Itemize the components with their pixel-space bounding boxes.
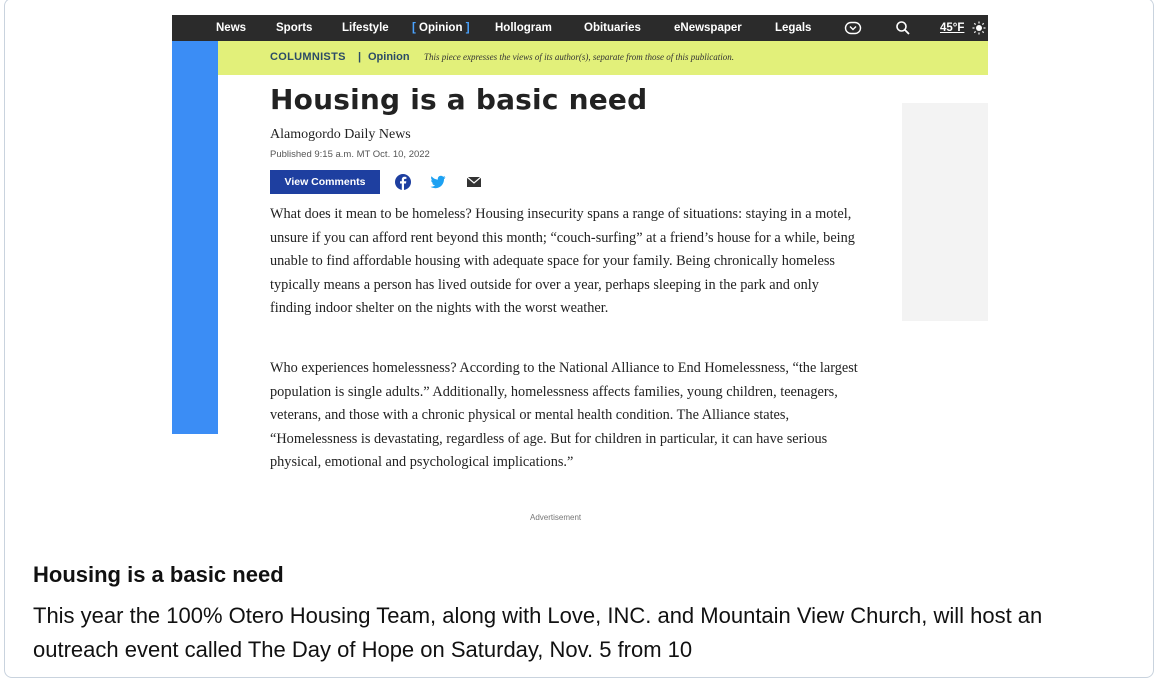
opinion-bracket-close: ] (465, 22, 470, 34)
banner-disclaimer: This piece expresses the views of its author(s), separate from those of this publication. (424, 52, 735, 62)
chevron-circle-icon[interactable] (844, 19, 862, 37)
search-icon[interactable] (894, 19, 912, 37)
weather-temperature[interactable]: 45°F (940, 22, 965, 34)
opinion-bracket-open: [ (412, 22, 416, 34)
preview-title[interactable]: Housing is a basic need (33, 562, 284, 587)
article-screenshot (172, 15, 988, 530)
facebook-icon[interactable] (394, 173, 412, 191)
nav-item-legals[interactable]: Legals (775, 22, 812, 34)
article-paragraph: Who experiences homelessness? According to the National Alliance to End Homelessness, “the largest population is single adults.” Additionally, homelessness affects families, young children, teenagers, veterans, and those with a chronic physical or mental health condition. The Alliance states, “Homelessness is devastating, regardless of age. But for children in particular, it can have serious physical, emotional and psychological implications.” (270, 360, 858, 471)
top-navigation (172, 15, 988, 41)
article-paragraph: What does it mean to be homeless? Housing insecurity spans a range of situations: staying in a motel, unsure if you can afford rent beyond this month; “couch-surfing” at a friend’s house for a while, being unable to find affordable housing with adequate space for your family. Being chronically homeless typically means a person has lived outside for over a year, perhaps sleeping in the park and only finding indoor shelter on the nights with the worst weather. (270, 206, 855, 317)
preview-description: This year the 100% Otero Housing Team, along with Love, INC. and Mountain View Church, will host an outreach event called The Day of Hope on Saturday, Nov. 5 from 10 (33, 603, 1043, 662)
twitter-icon[interactable] (429, 173, 447, 191)
section-banner (218, 41, 988, 75)
ad-placeholder (902, 103, 988, 321)
nav-item-lifestyle[interactable]: Lifestyle (342, 22, 389, 34)
nav-item-opinion-label: Opinion (419, 22, 463, 34)
banner-category-link[interactable]: Opinion (368, 51, 410, 63)
article-published-date: Published 9:15 a.m. MT Oct. 10, 2022 (270, 149, 430, 160)
advertisement-label: Advertisement (530, 513, 582, 522)
banner-separator: | (358, 51, 362, 63)
nav-item-news[interactable]: News (216, 22, 247, 34)
banner-section-link[interactable]: COLUMNISTS (270, 51, 346, 63)
view-comments-button[interactable]: View Comments (270, 170, 380, 194)
nav-item-obituaries[interactable]: Obituaries (584, 22, 641, 34)
nav-item-enewspaper[interactable]: eNewspaper (674, 22, 742, 34)
article-byline[interactable]: Alamogordo Daily News (270, 127, 411, 142)
nav-item-opinion[interactable] (412, 15, 470, 41)
nav-item-sports[interactable]: Sports (276, 22, 313, 34)
email-icon[interactable] (465, 173, 483, 191)
sun-icon (972, 21, 986, 35)
accent-rail (172, 41, 218, 434)
article-headline: Housing is a basic need (270, 83, 648, 116)
nav-item-hollogram[interactable]: Hollogram (495, 22, 552, 34)
